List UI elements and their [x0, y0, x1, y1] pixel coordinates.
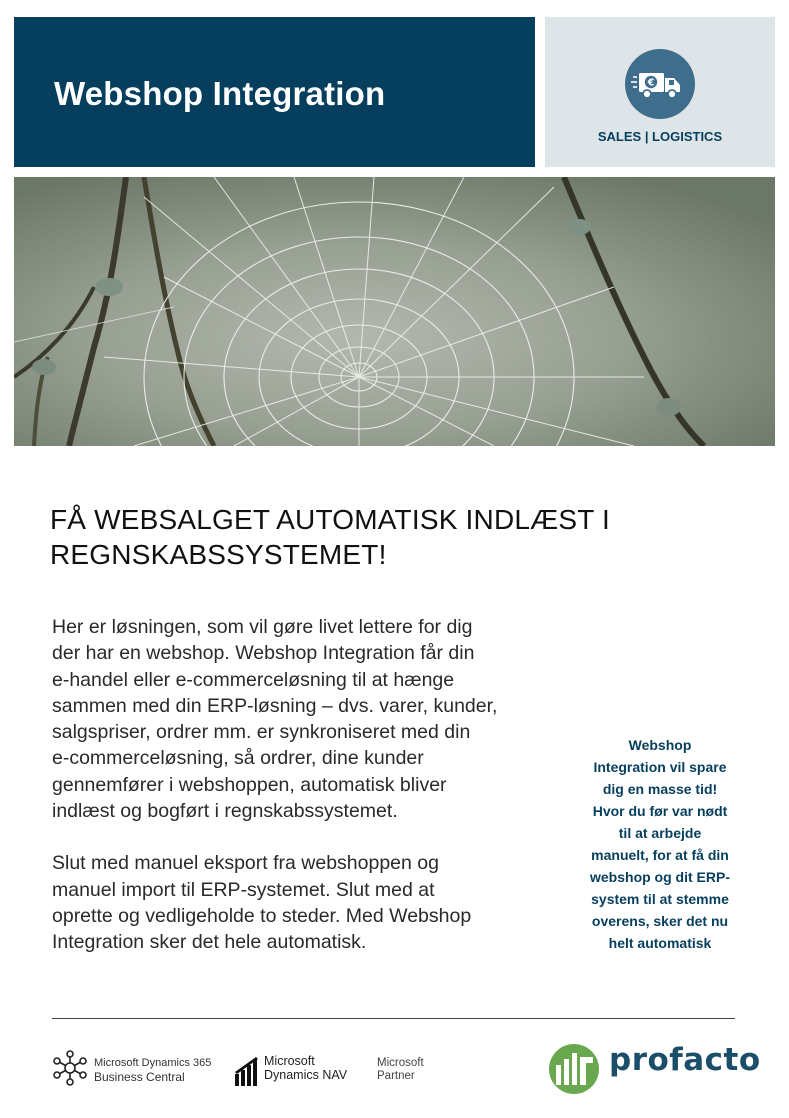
dynamics-nav-line-2: Dynamics NAV: [264, 1068, 348, 1082]
sidebar-line: manuelt, for at få din: [591, 847, 729, 863]
body-line: indlæst og bogført i regnskabssystemet.: [52, 800, 398, 823]
dynamics-nav-icon: [234, 1056, 262, 1086]
svg-text:€: €: [647, 77, 655, 89]
category-label: SALES | LOGISTICS: [597, 129, 723, 144]
sidebar-line: dig en masse tid!: [602, 781, 718, 797]
body-line: salgspriser, ordrer mm. er synkroniseret med din: [52, 721, 471, 744]
body-line: e-commerceløsning, så ordrer, dine kunder: [52, 747, 424, 770]
body-line: Integration sker det hele automatisk.: [52, 931, 367, 954]
headline: [50, 502, 750, 572]
business-central-icon: [52, 1050, 88, 1086]
sidebar-line: helt automatisk: [608, 935, 712, 951]
body-paragraph-2: [52, 850, 552, 955]
body-line: der har en webshop. Webshop Integration får din: [52, 642, 475, 665]
headline-line-2: REGNSKABSSYSTEMET!: [50, 539, 387, 570]
sidebar-line: Hvor du før var nødt: [592, 803, 728, 819]
body-paragraph-1: [52, 614, 552, 824]
euro-delivery-truck-icon: [625, 49, 695, 119]
partner-line-2: Partner: [377, 1070, 415, 1082]
partner-line-1: Microsoft: [377, 1057, 424, 1069]
profacto-logo-icon: [547, 1043, 601, 1095]
sidebar-line: Integration vil spare: [593, 759, 727, 775]
body-line: manuel import til ERP-systemet. Slut med at: [52, 878, 435, 901]
microsoft-partner-text: [377, 1057, 424, 1083]
header-banner: [14, 17, 535, 167]
body-line: Her er løsningen, som vil gøre livet lettere for dig: [52, 616, 473, 638]
sidebar-line: overens, sker det nu: [591, 913, 729, 929]
business-central-line-2: Business Central: [94, 1070, 185, 1084]
dynamics-nav-line-1: Microsoft: [264, 1054, 315, 1068]
body-line: oprette og vedligeholde to steder. Med Webshop: [52, 904, 472, 927]
page-title: Webshop Integration: [54, 75, 386, 112]
body-text: [52, 614, 552, 982]
sidebar-line: system til at stemme: [591, 891, 729, 907]
sidebar-line: webshop og dit ERP-: [590, 869, 730, 885]
body-line: e-handel eller e-commerceløsning til at hænge: [52, 668, 455, 691]
spider-web-with-dew-photo: [14, 177, 775, 446]
profacto-wordmark: profacto: [609, 1042, 761, 1078]
body-line: Slut med manuel eksport fra webshoppen og: [52, 852, 439, 875]
sidebar-callout: [575, 734, 745, 954]
business-central-text: [94, 1056, 211, 1084]
footer-divider: [52, 1018, 735, 1019]
business-central-line-1: Microsoft Dynamics 365: [94, 1057, 212, 1069]
category-panel: [545, 17, 775, 167]
dynamics-nav-text: [264, 1054, 347, 1082]
sidebar-line: til at arbejde: [618, 825, 702, 841]
body-line: sammen med din ERP-løsning – dvs. varer, kunder,: [52, 694, 498, 717]
headline-line-1: FÅ WEBSALGET AUTOMATISK INDLÆST I: [50, 504, 610, 535]
body-line: gennemfører i webshoppen, automatisk bliver: [52, 773, 447, 796]
sidebar-line: Webshop: [628, 737, 692, 753]
